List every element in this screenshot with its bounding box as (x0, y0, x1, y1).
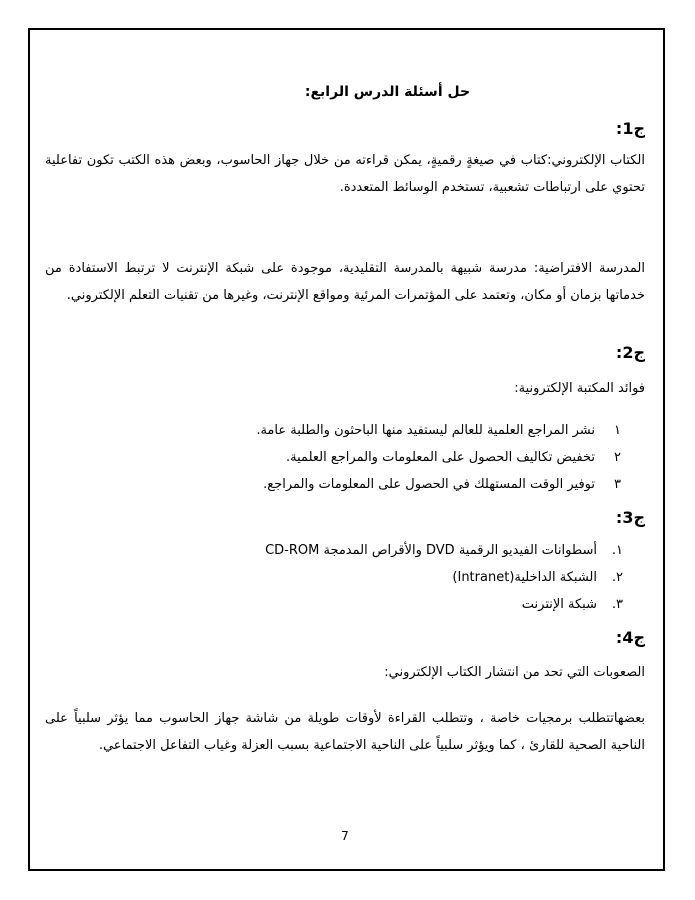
list-item: ٢ تخفيض تكاليف الحصول على المعلومات والمراجع العلمية. (286, 450, 621, 465)
answer-4-heading: ج4: (615, 628, 645, 647)
answer-3-heading: ج3: (615, 508, 645, 527)
answer-1-paragraph-ebook: الكتاب الإلكتروني:كتاب في صيغةٍ رقميةٍ، يمكن قراءته من خلال جهاز الحاسوب، وبعض هذه الكتب تكون تفاعلية تحتوي على ارتباطات تشعبية، تستخدم الوسائط المتعددة. (45, 153, 645, 195)
answer-3-list (45, 537, 623, 618)
list-item: ٣ توفير الوقت المستهلك في الحصول على المعلومات والمراجع. (263, 477, 621, 492)
list-item: ٣. شبكة الإنترنت (521, 597, 623, 612)
answer-4-paragraph: بعضهاتتطلب برمجيات خاصة ، وتتطلب القراءة لأوقات طويلة من شاشة جهاز الحاسوب مما يؤثر سلبياً على الناحية الصحية للقارئ ، كما ويؤثر سلبياً على الناحية الاجتماعية بسبب العزلة وغياب التفاعل الاجتماعي. (45, 711, 645, 753)
page-number: 7 (341, 829, 349, 843)
answer-2-heading: ج2: (615, 343, 645, 362)
page-title: حل أسئلة الدرس الرابع: (304, 84, 471, 100)
answer-2-list (45, 417, 621, 498)
list-item: ٢. الشبكة الداخلية(Intranet) (452, 570, 623, 585)
answer-1-paragraph-virtual-school: المدرسة الافتراضية: مدرسة شبيهة بالمدرسة التقليدية، موجودة على شبكة الإنترنت لا ترتبط الاستفادة من خدماتها بزمان أو مكان، وتعتمد على المؤتمرات المرئية ومواقع الإنترنت، وغيرها من تقنيات التعلم الإلكتروني. (45, 261, 645, 303)
answer-2-intro: فوائد المكتبة الإلكترونية: (514, 381, 645, 396)
list-item: ١. أسطوانات الفيديو الرقمية DVD والأقراص المدمجة CD-ROM (265, 543, 623, 558)
page-content (45, 0, 645, 900)
answer-4-intro: الصعوبات التي تحد من انتشار الكتاب الإلكتروني: (384, 665, 645, 680)
list-item: ١ نشر المراجع العلمية للعالم ليستفيد منها الباحثون والطلبة عامة. (256, 423, 621, 438)
answer-1-heading: ج1: (615, 119, 645, 138)
